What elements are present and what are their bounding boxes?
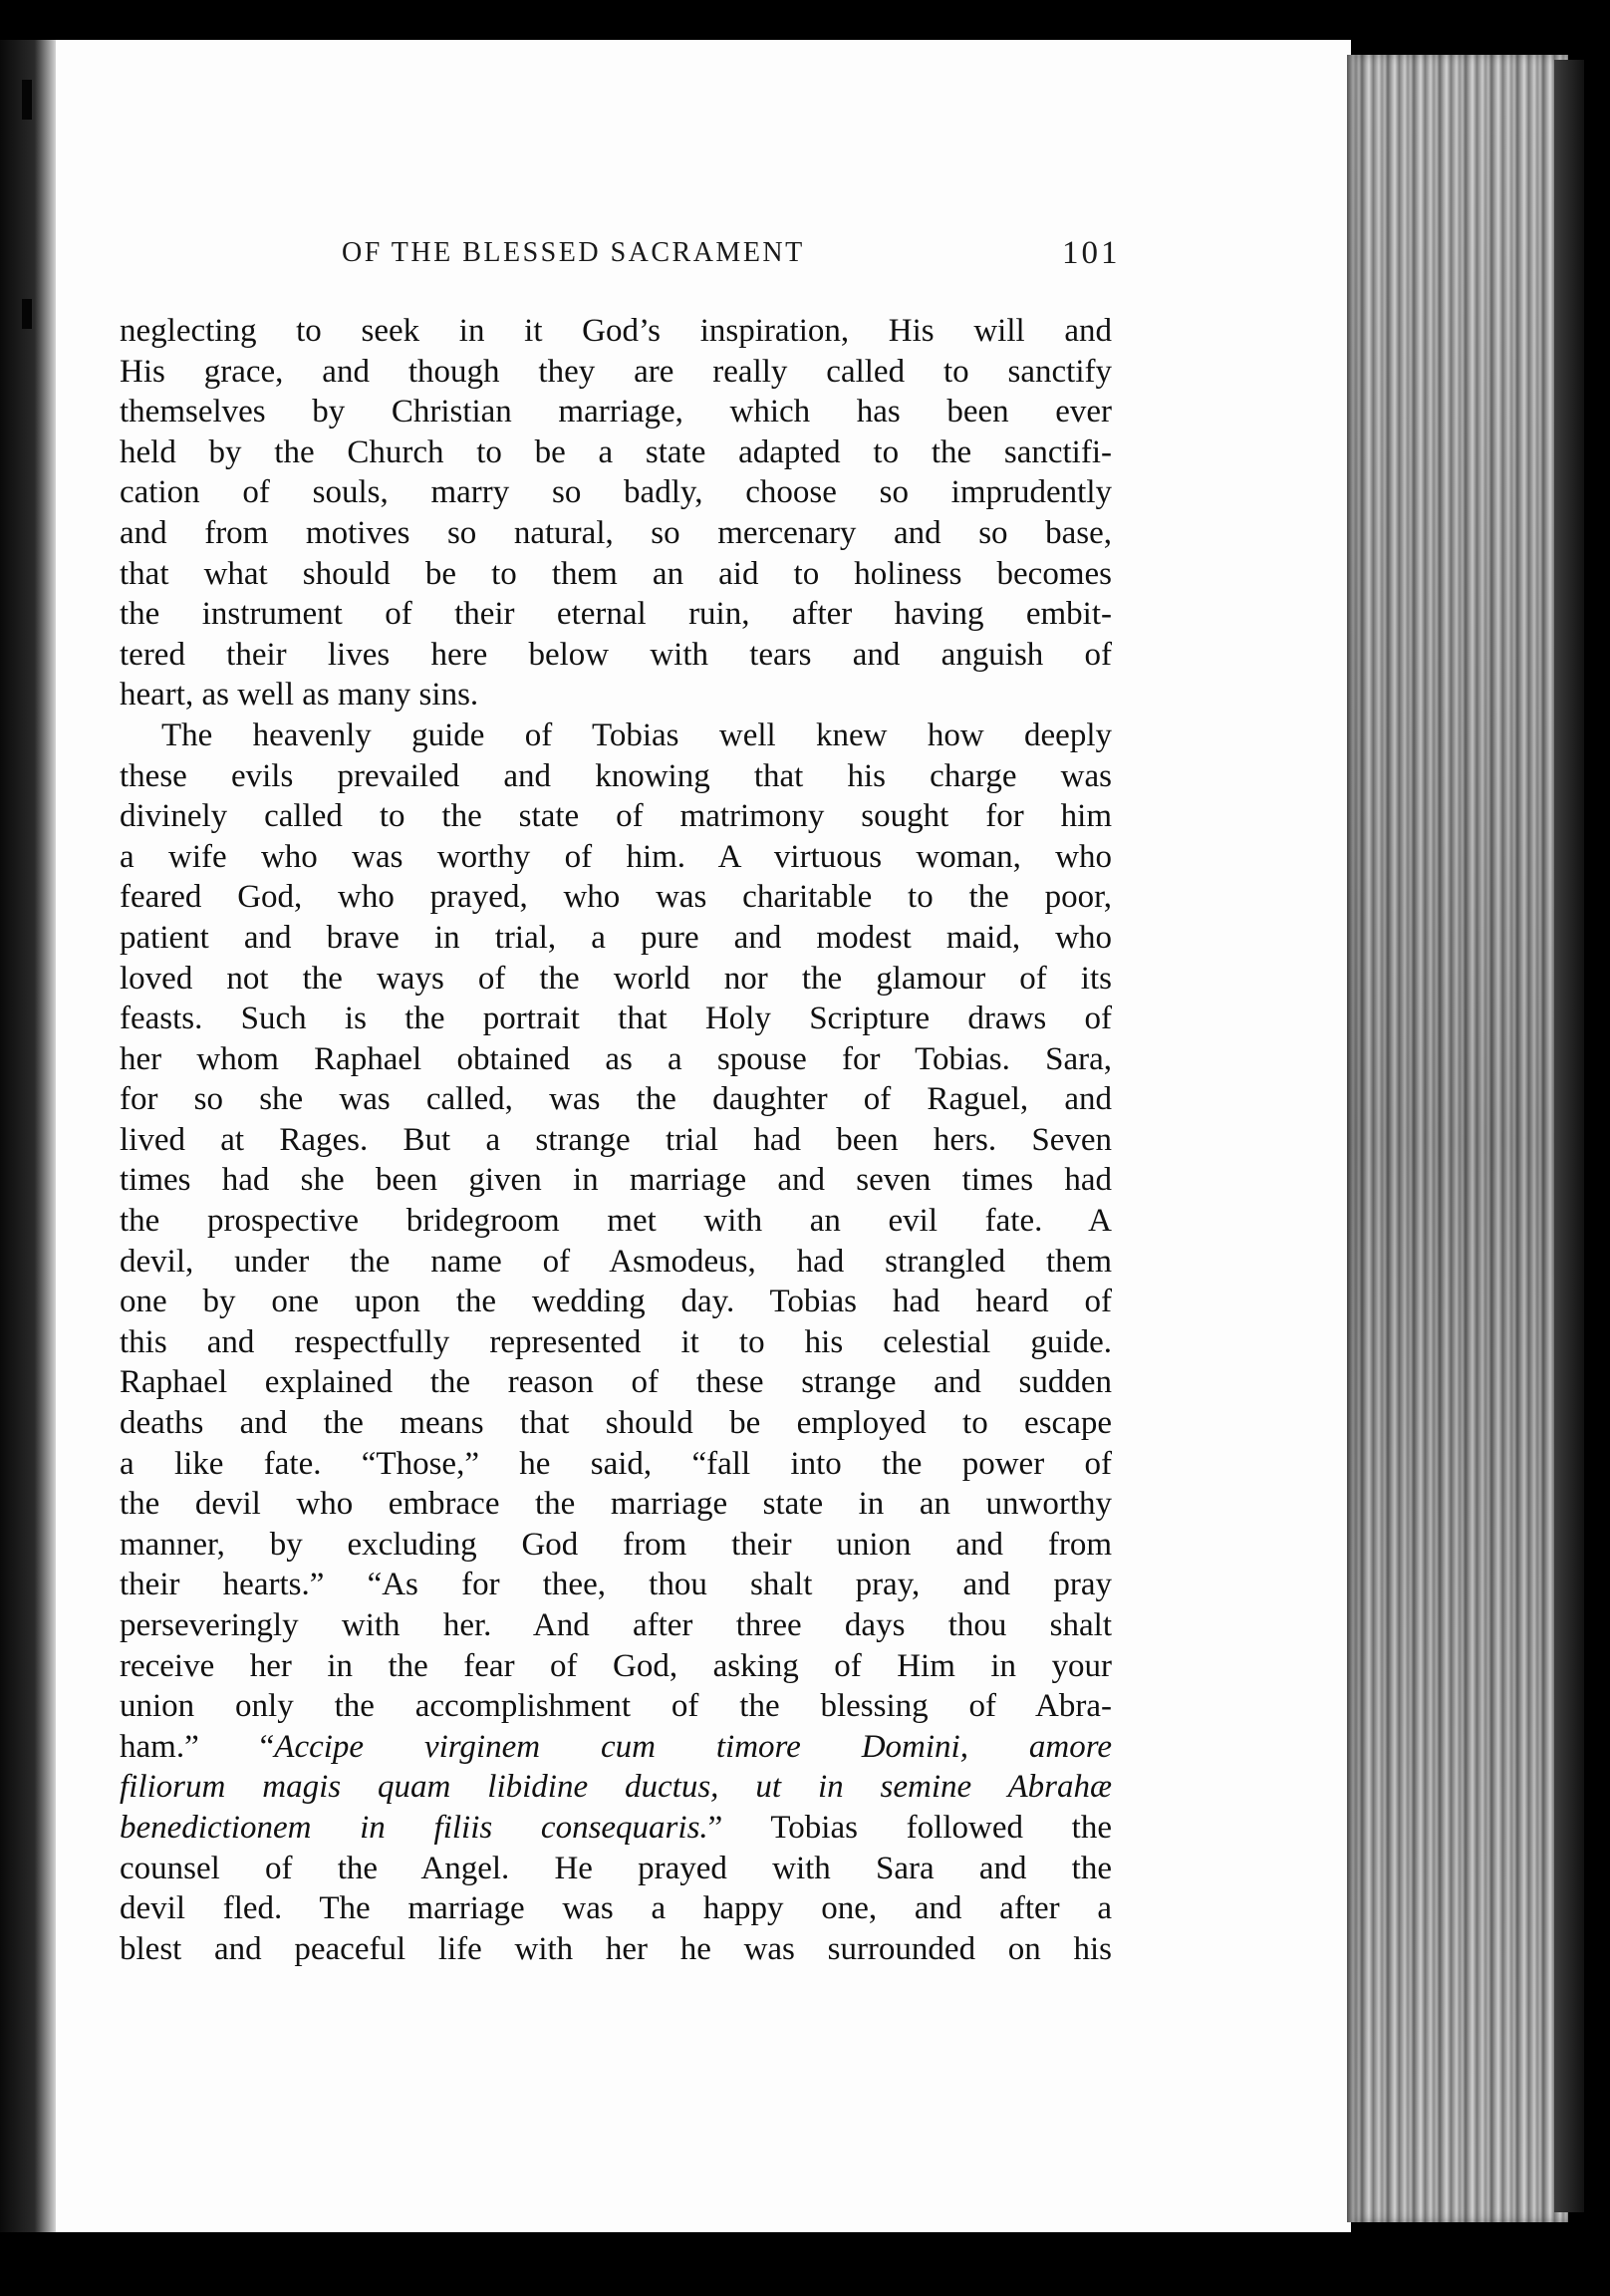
text-line: Raphael explained the reason of these strange and sudden: [120, 1364, 1112, 1401]
text-line: receive her in the fear of God, asking of Him in your: [120, 1647, 1112, 1684]
text-line: devil fled. The marriage was a happy one, and after a: [120, 1890, 1112, 1927]
text-line-latin: [120, 1767, 1112, 1808]
text-line: counsel of the Angel. He prayed with Sara and the: [120, 1850, 1112, 1886]
latin-suffix: ” Tobias followed the: [707, 1809, 1112, 1846]
text-line: the devil who embrace the marriage state in an unworthy: [120, 1486, 1112, 1523]
text-line: The heavenly guide of Tobias well knew how deeply: [161, 717, 1112, 753]
text-line: one by one upon the wedding day. Tobias had heard of: [120, 1284, 1112, 1320]
text-line-latin: [120, 1727, 1112, 1768]
text-line: her whom Raphael obtained as a spouse for Tobias. Sara,: [120, 1040, 1112, 1077]
text-line: perseveringly with her. And after three days thou shalt: [120, 1607, 1112, 1643]
text-line: deaths and the means that should be employed to escape: [120, 1405, 1112, 1442]
body-text: [120, 311, 1112, 1969]
text-line: and from motives so natural, so mercenary and so base,: [120, 514, 1112, 551]
latin-prefix: ham.” “: [120, 1728, 275, 1765]
text-line: a wife who was worthy of him. A virtuous woman, who: [120, 838, 1112, 875]
binding-shadow: [0, 40, 58, 2232]
text-line: patient and brave in trial, a pure and modest maid, who: [120, 919, 1112, 956]
text-line-latin: [120, 1808, 1112, 1849]
text-line: times had she been given in marriage and seven times had: [120, 1162, 1112, 1199]
text-line: loved not the ways of the world nor the glamour of its: [120, 960, 1112, 997]
text-line: cation of souls, marry so badly, choose so imprudently: [120, 474, 1112, 511]
latin-quote: Accipe virginem cum timore Domini, amore: [274, 1728, 1112, 1765]
text-line: their hearts.” “As for thee, thou shalt pray, and pray: [120, 1567, 1112, 1603]
page-edges: [1347, 55, 1568, 2222]
text-line: a like fate. “Those,” he said, “fall into the power of: [120, 1445, 1112, 1482]
text-line: manner, by excluding God from their union and from: [120, 1526, 1112, 1563]
text-line: for so she was called, was the daughter of Raguel, and: [120, 1081, 1112, 1118]
text-line: tered their lives here below with tears and anguish of: [120, 636, 1112, 673]
text-line: union only the accomplishment of the blessing of Abra-: [120, 1688, 1112, 1725]
running-head: OF THE BLESSED SACRAMENT: [342, 237, 805, 268]
text-line: divinely called to the state of matrimony sought for him: [120, 798, 1112, 835]
binding-mark: [22, 299, 32, 329]
text-line: these evils prevailed and knowing that his charge was: [120, 757, 1112, 794]
text-line: held by the Church to be a state adapted to the sanctifi-: [120, 433, 1112, 470]
text-line: the prospective bridegroom met with an evil fate. A: [120, 1203, 1112, 1240]
text-line: feasts. Such is the portrait that Holy Scripture draws of: [120, 1001, 1112, 1037]
text-line: themselves by Christian marriage, which has been ever: [120, 394, 1112, 430]
text-line: heart, as well as many sins.: [120, 677, 479, 714]
text-line: the instrument of their eternal ruin, after having embit-: [120, 596, 1112, 633]
text-line: devil, under the name of Asmodeus, had strangled them: [120, 1243, 1112, 1280]
text-line: lived at Rages. But a strange trial had been hers. Seven: [120, 1121, 1112, 1158]
latin-quote: filiorum magis quam libidine ductus, ut in semine Abrahæ: [120, 1769, 1112, 1806]
text-line: blest and peaceful life with her he was surrounded on his: [120, 1930, 1112, 1967]
text-line: this and respectfully represented it to his celestial guide.: [120, 1323, 1112, 1360]
text-line: that what should be to them an aid to holiness becomes: [120, 555, 1112, 592]
text-line: neglecting to seek in it God’s inspiration, His will and: [120, 313, 1112, 349]
text-line: His grace, and though they are really called to sanctify: [120, 353, 1112, 390]
page-number: 101: [1062, 235, 1121, 271]
text-line: feared God, who prayed, who was charitable to the poor,: [120, 879, 1112, 916]
binding-mark: [22, 80, 32, 120]
latin-quote: benedictionem in filiis consequaris.: [120, 1809, 708, 1846]
page-edges-rim: [1554, 60, 1584, 2212]
